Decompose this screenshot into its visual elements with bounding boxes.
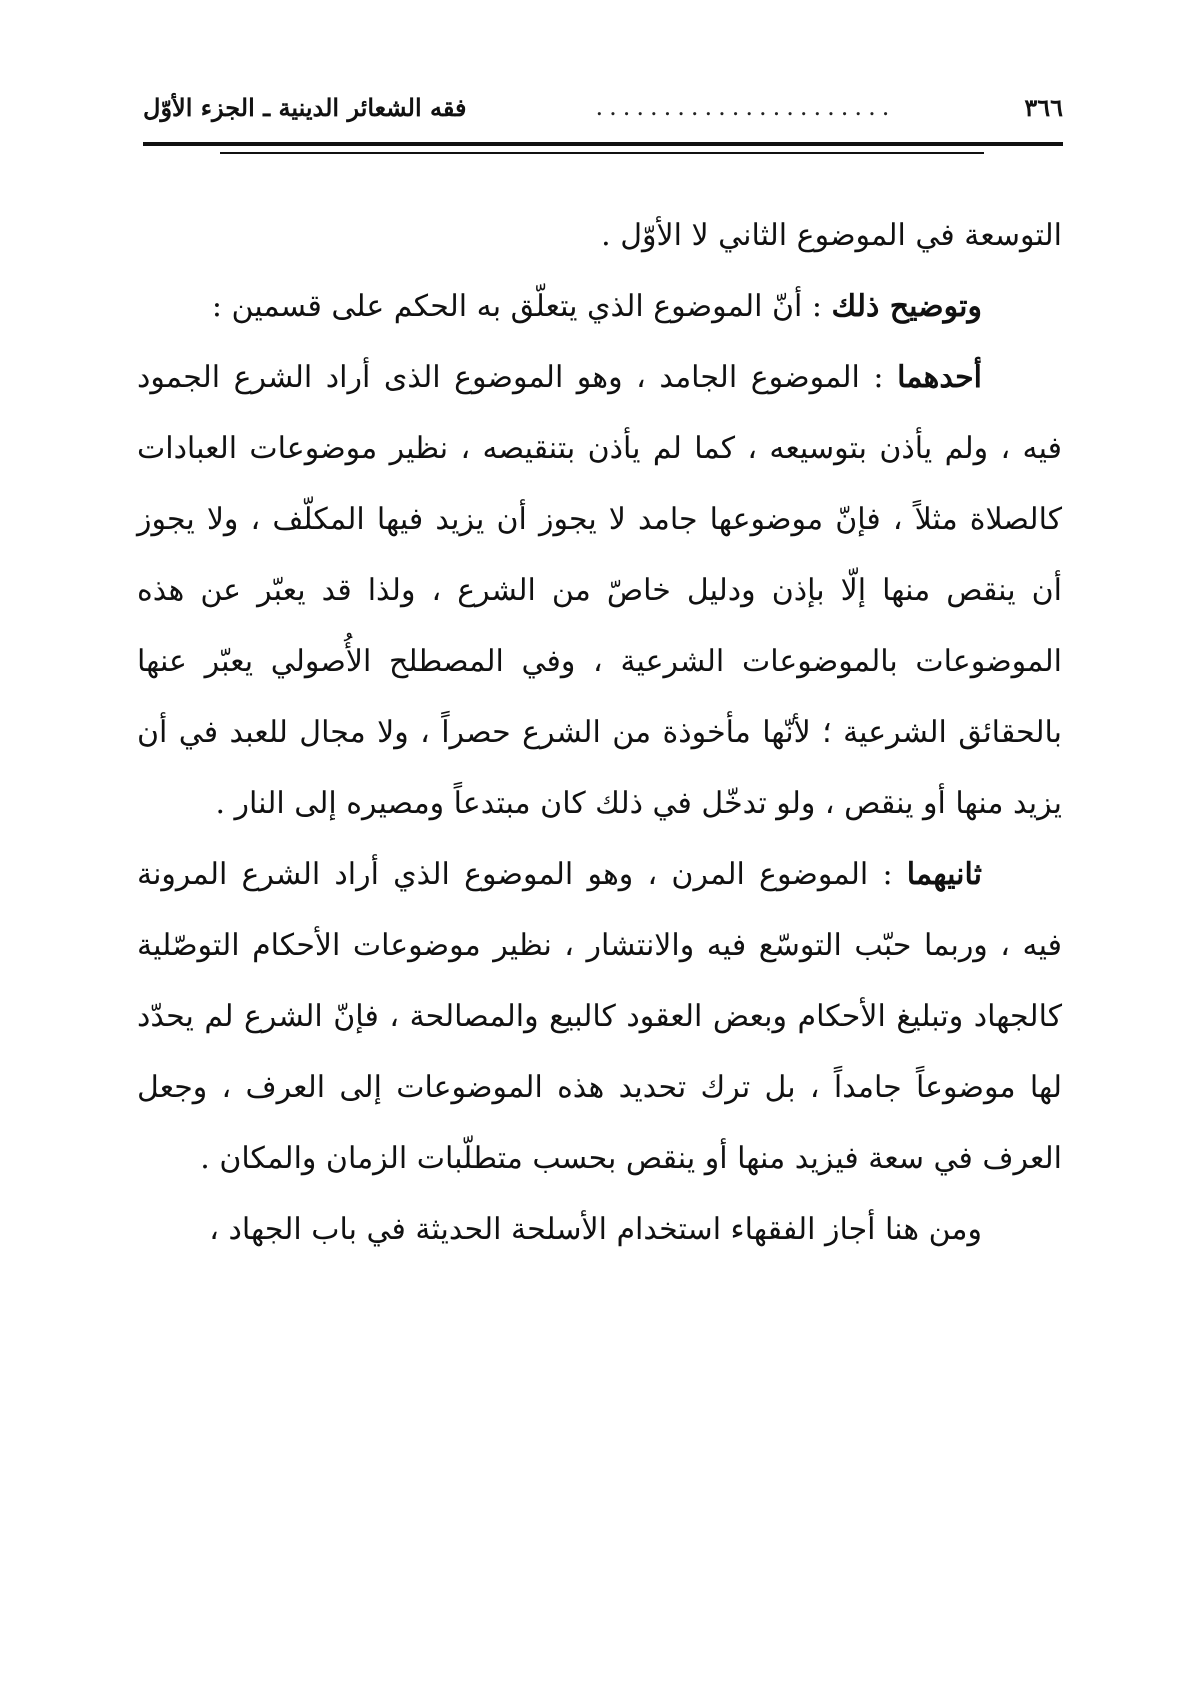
paragraph-text: : أنّ الموضوع الذي يتعلّق به الحكم على قسمين : bbox=[211, 289, 832, 324]
dot-leader: ...................... bbox=[595, 93, 896, 121]
paragraph-text: التوسعة في الموضوع الثاني لا الأوّل . bbox=[601, 218, 1062, 253]
paragraph-lead: ثانيهما bbox=[906, 857, 982, 892]
paragraph-explanation bbox=[137, 271, 1062, 342]
body-text bbox=[137, 200, 1062, 1265]
paragraph-text: : الموضوع الجامد ، وهو الموضوع الذى أراد الشرع الجمود فيه ، ولم يأذن بتوسيعه ، كما لم يأذن بتنقيصه ، نظير موضوعات العبادات كالصلاة مثلاً ، فإنّ موضوعها جامد لا يجوز أن يزيد فيها المكلّف ، ولا يجوز أن ينقص منها إلّا بإذن ودليل خاصّ من الشرع ، ولذا قد يعبّر عن هذه الموضوعات بالموضوعات الشرعية ، وفي المصطلح الأُصولي يعبّر عنها بالحقائق الشرعية ؛ لأنّها مأخوذة من الشرع حصراً ، ولا مجال للعبد في أن يزيد منها أو ينقص ، ولو تدخّل في ذلك كان مبتدعاً ومصيره إلى النار . bbox=[137, 360, 1062, 821]
paragraph-continuation bbox=[137, 200, 1062, 271]
paragraph-text: : الموضوع المرن ، وهو الموضوع الذي أراد الشرع المرونة فيه ، وربما حبّب التوسّع فيه والانتشار ، نظير موضوعات الأحكام التوصّلية كالجهاد وتبليغ الأحكام وبعض العقود كالبيع والمصالحة ، فإنّ الشرع لم يحدّد لها موضوعاً جامداً ، بل ترك تحديد هذه الموضوعات إلى العرف ، وجعل العرف في سعة فيزيد منها أو ينقص بحسب متطلّبات الزمان والمكان . bbox=[137, 857, 1062, 1176]
paragraph-text: ومن هنا أجاز الفقهاء استخدام الأسلحة الحديثة في باب الجهاد ، bbox=[209, 1212, 982, 1247]
paragraph-second-type bbox=[137, 839, 1062, 1194]
paragraph-conclusion bbox=[137, 1194, 1062, 1265]
header-rule-thick bbox=[143, 142, 1063, 146]
paragraph-lead: أحدهما bbox=[897, 360, 982, 395]
page-number: ٣٦٦ bbox=[1024, 92, 1063, 122]
book-title: فقه الشعائر الدينية ـ الجزء الأوّل bbox=[143, 92, 467, 122]
running-header bbox=[143, 82, 1063, 132]
paragraph-lead: وتوضيح ذلك bbox=[831, 289, 982, 324]
header-rule-thin bbox=[220, 152, 984, 154]
paragraph-first-type bbox=[137, 342, 1062, 839]
